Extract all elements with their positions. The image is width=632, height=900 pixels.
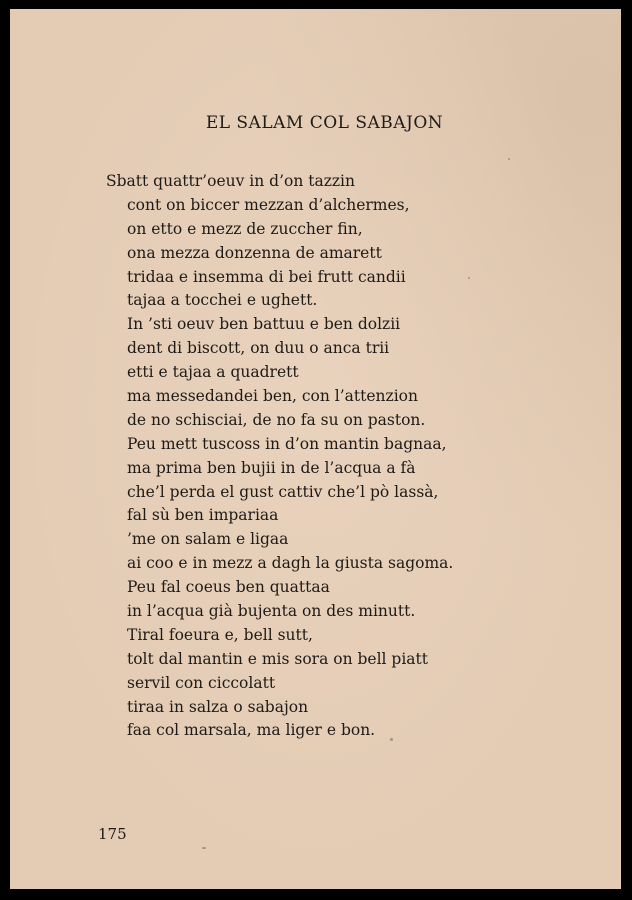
poem-line: ona mezza donzenna de amarett [127,243,382,262]
poem-line: servil con ciccolatt [127,673,276,692]
poem-line: ma messedandei ben, con l’attenzion [127,387,418,406]
paper-speck [508,158,510,160]
poem-line: che’l perda el gust cattiv che’l pò lassà, [127,482,439,501]
poem-line: tajaa a tocchei e ughett. [127,291,318,310]
poem-line: cont on biccer mezzan d’alchermes, [127,195,410,214]
paper-speck [468,277,470,279]
poem-line: tolt dal mantin e mis sora on bell piatt [127,649,428,668]
poem-line: fal sù ben impariaa [127,506,279,525]
poem-line: Sbatt quattr’oeuv in d’on tazzin [106,172,355,190]
poem-line: ai coo e in mezz a dagh la giusta sagoma. [127,554,454,573]
poem-line: dent di biscott, on duu o anca trii [127,339,390,358]
paper-speck [202,847,206,849]
poem-line: ma prima ben bujii in de l’acqua a fà [127,458,416,477]
poem-line: ’me on salam e ligaa [127,530,289,549]
poem-line: Tiral foeura e, bell sutt, [127,625,313,644]
poem-line: de no schisciai, de no fa su on paston. [127,410,426,429]
poem-line: tridaa e insemma di bei frutt candii [127,267,406,286]
poem-line: etti e tajaa a quadrett [127,363,299,382]
poem-body [106,170,606,743]
book-page [10,9,621,889]
poem-line: faa col marsala, ma liger e bon. [127,721,376,740]
poem-line: on etto e mezz de zuccher fin, [127,219,363,238]
paper-speck [390,738,393,741]
poem-line: Peu mett tuscoss in d’on mantin bagnaa, [127,434,447,453]
poem-line: Peu fal coeus ben quattaa [127,578,330,597]
page-number: 175 [98,825,127,843]
poem-line: In ’sti oeuv ben battuu e ben dolzii [127,315,401,334]
poem-title: EL SALAM COL SABAJON [205,113,444,133]
poem-line: in l’acqua già bujenta on des minutt. [127,602,416,621]
poem-line: tiraa in salza o sabajon [127,697,309,716]
